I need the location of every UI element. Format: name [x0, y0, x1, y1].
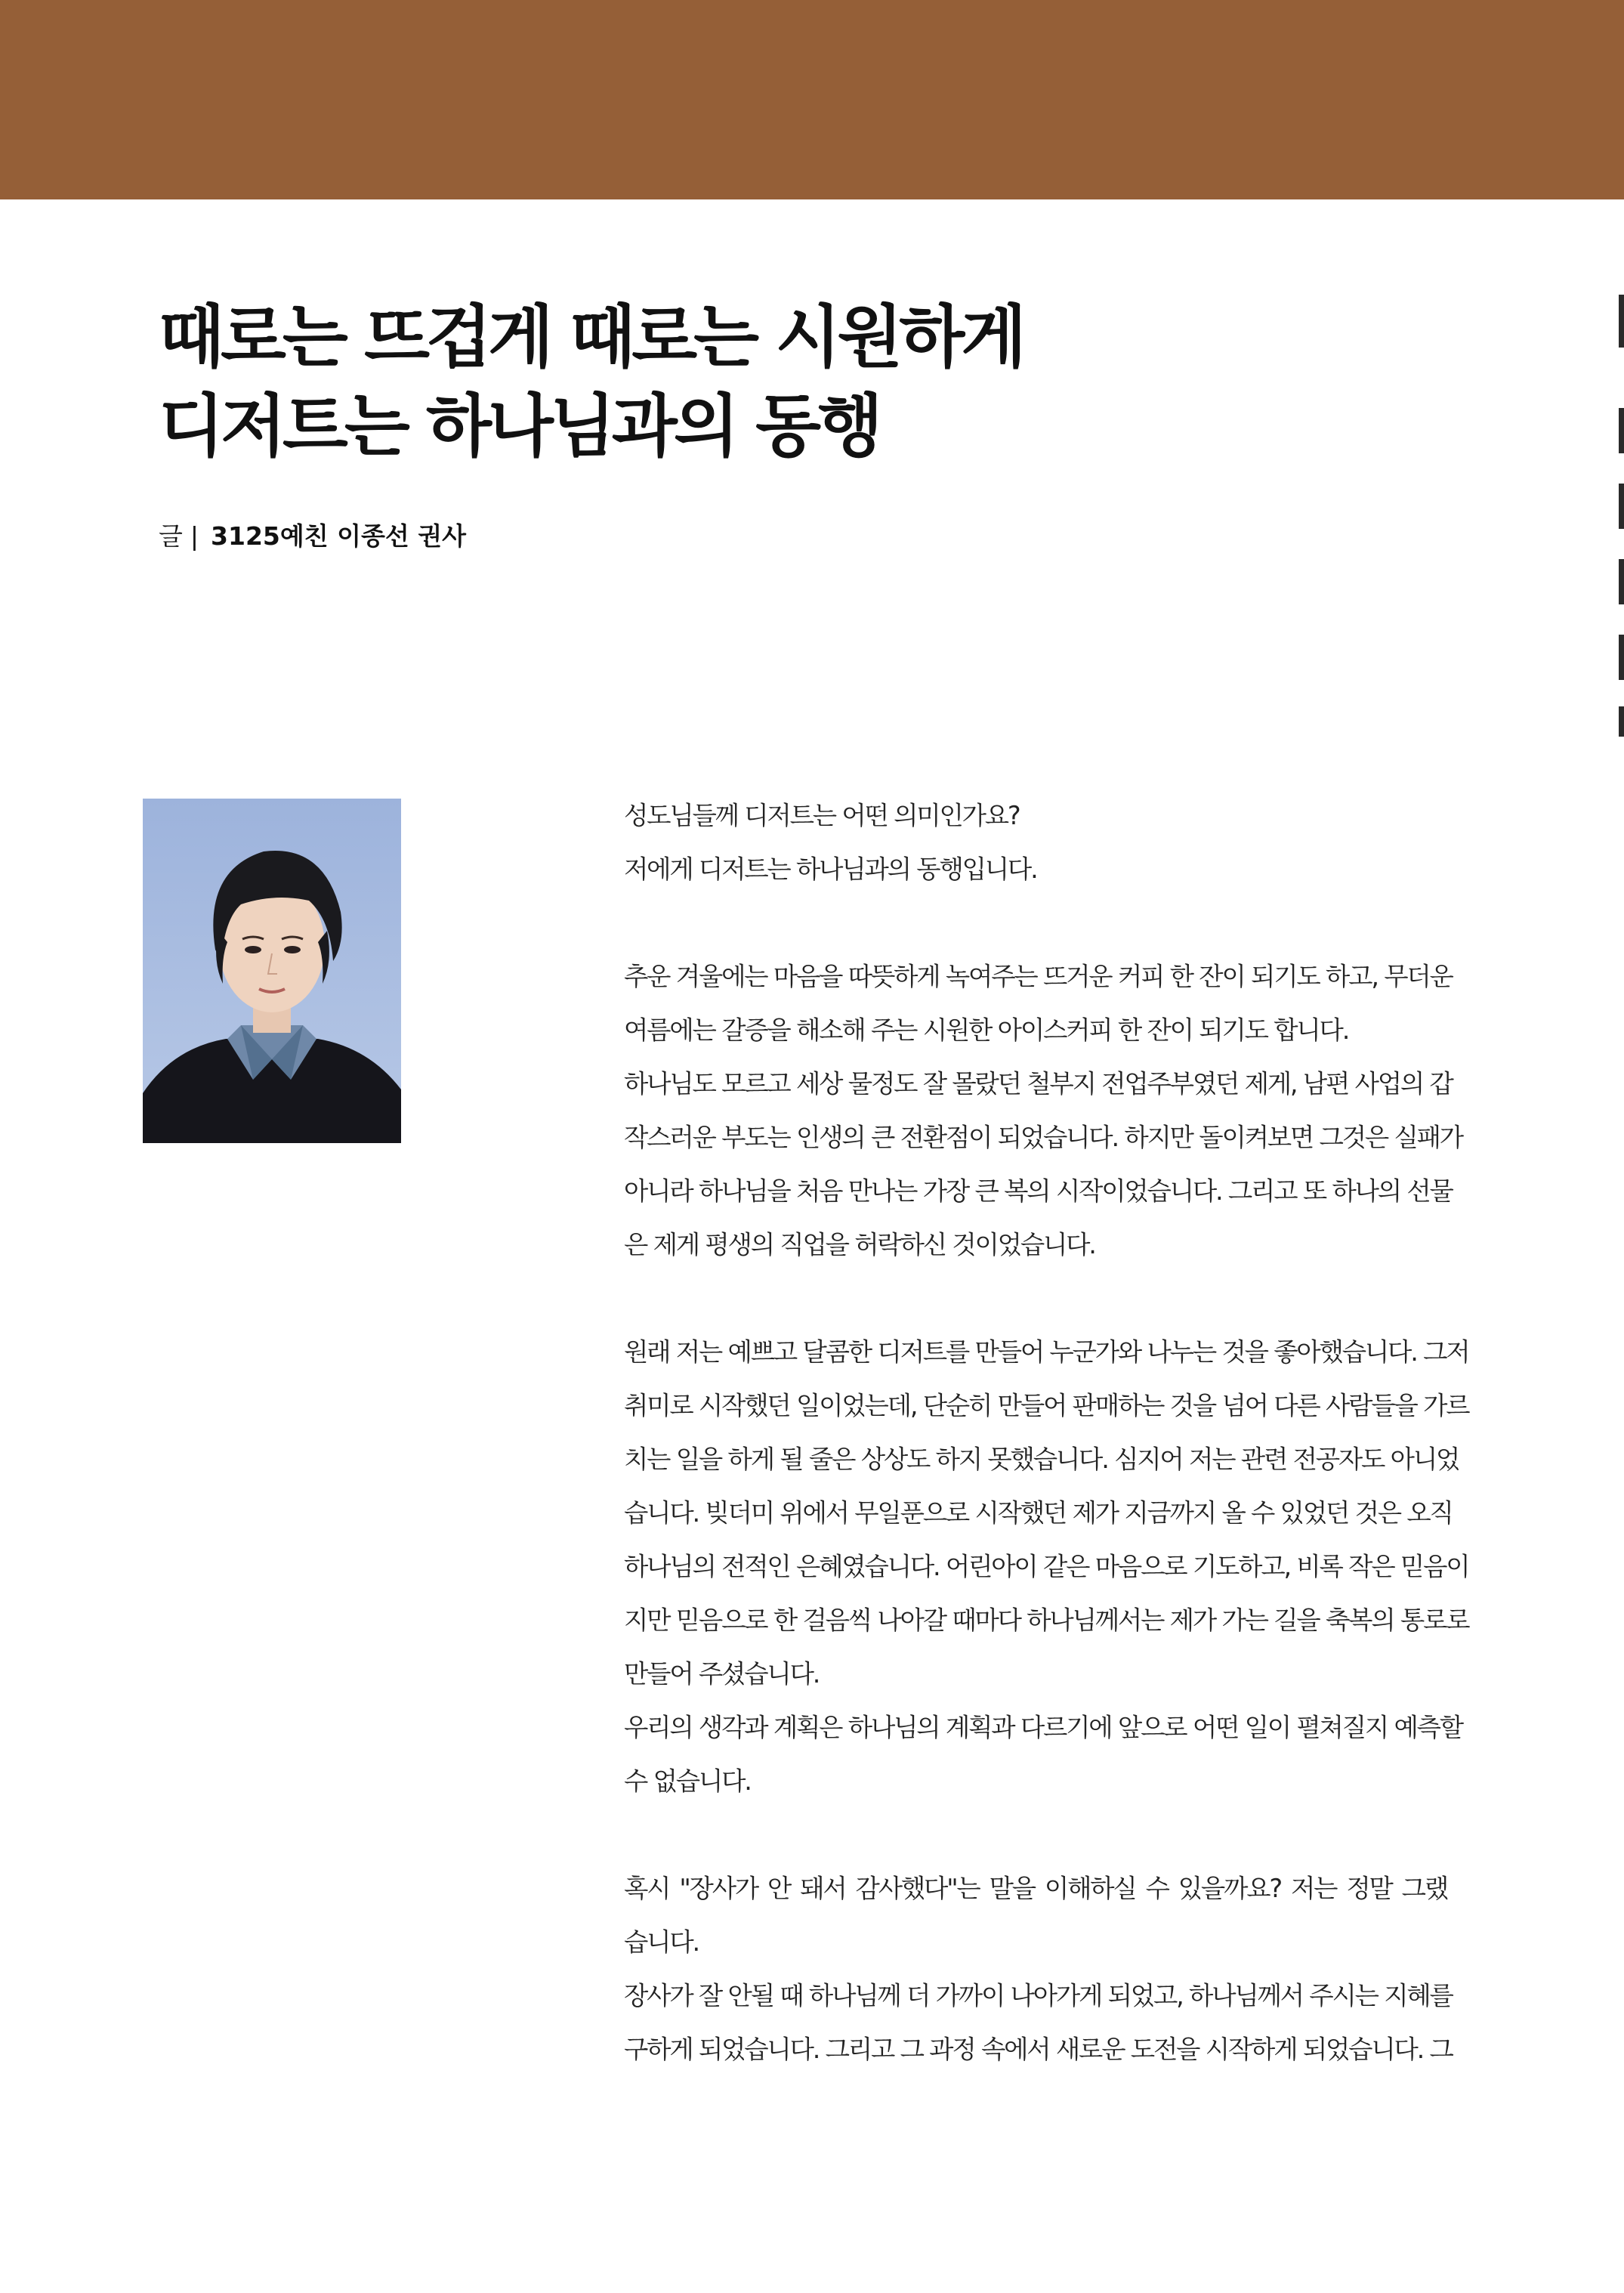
- text-line: 혹시 "장사가 안 돼서 감사했다"는 말을 이해하실 수 있을까요? 저는 정말 그랬: [624, 1874, 1447, 1903]
- article-title: [159, 293, 1023, 471]
- text-line: 만들어 주셨습니다.: [624, 1659, 820, 1689]
- portrait-photo-icon: [143, 799, 401, 1143]
- byline-label: 글: [159, 521, 183, 551]
- text-line: 추운 겨울에는 마음을 따뜻하게 녹여주는 뜨거운 커피 한 잔이 되기도 하고, 무더운: [624, 962, 1453, 991]
- paragraph-4: [624, 1862, 1453, 2076]
- text-line: 취미로 시작했던 일이었는데, 단순히 만들어 판매하는 것을 넘어 다른 사람들을 가르: [624, 1391, 1469, 1420]
- text-line: 습니다. 빚더미 위에서 무일푼으로 시작했던 제가 지금까지 올 수 있었던 것은 오직: [624, 1498, 1453, 1528]
- text-line: 지만 믿음으로 한 걸음씩 나아갈 때마다 하나님께서는 제가 가는 길을 축복의 통로로: [624, 1605, 1469, 1635]
- page-edge-marks: [1619, 280, 1624, 733]
- text-line: 하나님도 모르고 세상 물정도 잘 몰랐던 철부지 전업주부였던 제게, 남편 사업의 갑: [624, 1069, 1453, 1099]
- top-color-band: [0, 0, 1624, 199]
- text-line: 아니라 하나님을 처음 만나는 가장 큰 복의 시작이었습니다. 그리고 또 하나의 선물: [624, 1176, 1453, 1206]
- title-line-1: 때로는 뜨겁게 때로는 시원하게: [159, 298, 1023, 377]
- text-line: 장사가 잘 안될 때 하나님께 더 가까이 나아가게 되었고, 하나님께서 주시는 지혜를: [624, 1981, 1453, 2010]
- byline: [159, 517, 466, 556]
- text-line: 습니다.: [624, 1927, 699, 1957]
- author-portrait-photo: [143, 799, 401, 1143]
- text-line: 치는 일을 하게 될 줄은 상상도 하지 못했습니다. 심지어 저는 관련 전공자도 아니었: [624, 1445, 1459, 1474]
- text-line: 저에게 디저트는 하나님과의 동행입니다.: [624, 854, 1037, 884]
- text-line: 원래 저는 예쁘고 달콤한 디저트를 만들어 누군가와 나누는 것을 좋아했습니다. 그저: [624, 1337, 1469, 1367]
- title-line-2: 디저트는 하나님과의 동행: [159, 387, 880, 466]
- text-line: 은 제게 평생의 직업을 허락하신 것이었습니다.: [624, 1230, 1095, 1259]
- byline-separator: |: [190, 521, 199, 551]
- paragraph-3: [624, 1325, 1469, 1808]
- text-line: 여름에는 갈증을 해소해 주는 시원한 아이스커피 한 잔이 되기도 합니다.: [624, 1015, 1349, 1045]
- article-body: [624, 789, 1469, 2076]
- text-line: 하나님의 전적인 은혜였습니다. 어린아이 같은 마음으로 기도하고, 비록 작은 믿음이: [624, 1552, 1469, 1581]
- byline-author: 3125예친 이종선 권사: [211, 521, 466, 551]
- text-line: 우리의 생각과 계획은 하나님의 계획과 다르기에 앞으로 어떤 일이 펼쳐질지 예측할: [624, 1713, 1462, 1742]
- text-line: 구하게 되었습니다. 그리고 그 과정 속에서 새로운 도전을 시작하게 되었습니다. 그: [624, 2035, 1453, 2064]
- text-line: 성도님들께 디저트는 어떤 의미인가요?: [624, 801, 1020, 830]
- paragraph-1: [624, 789, 1447, 896]
- text-line: 작스러운 부도는 인생의 큰 전환점이 되었습니다. 하지만 돌이켜보면 그것은 실패가: [624, 1123, 1462, 1152]
- text-line: 수 없습니다.: [624, 1766, 751, 1796]
- paragraph-2: [624, 950, 1462, 1272]
